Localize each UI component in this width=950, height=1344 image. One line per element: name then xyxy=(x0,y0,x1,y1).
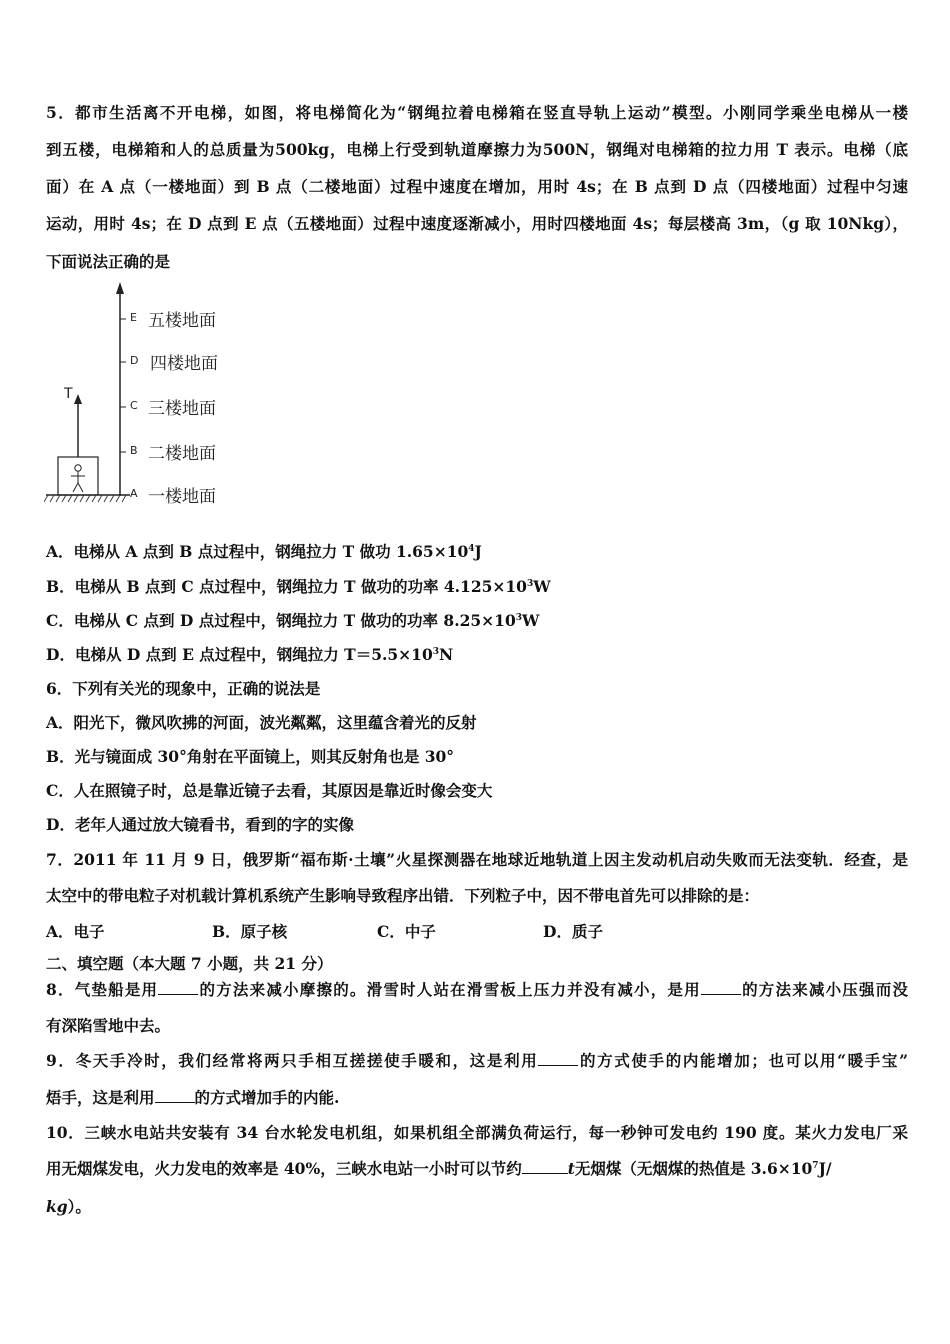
q6-stem: 6．下列有关光的现象中，正确的说法是 xyxy=(46,679,321,698)
force-label-t: T xyxy=(64,386,73,402)
q9-line-2: 焐手，这是利用 的方式增加手的内能. xyxy=(46,1088,340,1107)
floor-letter-b: B xyxy=(130,444,138,457)
q5-line-1: 5．都市生活离不开电梯，如图，将电梯简化为“钢绳拉着电梯箱在竖直导轨上运动”模型。小刚同学乘坐电梯从一楼 xyxy=(46,103,908,122)
q10-line-2: 用无烟煤发电，火力发电的效率是 40%，三峡水电站一小时可以节约 t无烟煤（无烟煤的热值是 $3.6\times 10^7J/$ xyxy=(46,1159,832,1178)
q5-option-b: B．电梯从 B 点到 C 点过程中，钢绳拉力 T 做功的功率 $4.125\times 10^3W$ xyxy=(46,577,551,596)
force-arrow-icon xyxy=(74,394,82,404)
q8-line-1: 8．气垫船是用 的方法来减小摩擦的。滑雪时人站在滑雪板上压力并没有减小，是用 的方法来减小压强而没 xyxy=(46,980,908,999)
q9-line-1: 9．冬天手冷时，我们经常将两只手相互搓搓使手暖和，这是利用 的方式使手的内能增加；也可以用“暖手宝” xyxy=(46,1051,908,1070)
q6-option-a: A．阳光下，微风吹拂的河面，波光粼粼，这里蕴含着光的反射 xyxy=(46,713,477,732)
q10-line-3: kg）。 xyxy=(46,1197,91,1216)
floor-label-b: 二楼地面 xyxy=(148,444,216,464)
q10-blank-1 xyxy=(522,1159,568,1174)
floor-label-e: 五楼地面 xyxy=(148,311,216,331)
q5-option-d: D．电梯从 D 点到 E 点过程中，钢绳拉力 $T=5.5\times 10^3N$ xyxy=(46,645,454,664)
q8-line-2: 有深陷雪地中去。 xyxy=(46,1016,171,1035)
q10-line-1: 10．三峡水电站共安装有 34 台水轮发电机组，如果机组全部满负荷运行，每一秒钟可发电约 190 度。某火力发电厂采 xyxy=(46,1123,908,1142)
floor-letter-a: A xyxy=(130,487,138,500)
q8-blank-2 xyxy=(701,980,741,995)
axis-arrow-icon xyxy=(116,282,124,294)
q5-option-c: C．电梯从 C 点到 D 点过程中，钢绳拉力 T 做功的功率 $8.25\times 10^3W$ xyxy=(46,611,540,630)
q6-option-d: D．老年人通过放大镜看书，看到的字的实像 xyxy=(46,815,354,834)
floor-letter-d: D xyxy=(130,354,139,367)
q7-option-b: B．原子核 xyxy=(212,922,288,941)
q8-blank-1 xyxy=(158,980,198,995)
q5-line-4: 运动，用时 4s；在 D 点到 E 点（五楼地面）过程中速度逐渐减小，用时四楼地面 4s；每层楼高 3m，（g 取 10Nkg）， xyxy=(46,214,908,233)
q5-option-a: A．电梯从 A 点到 B 点过程中，钢绳拉力 T 做功 $1.65\times 10^4J$ xyxy=(46,542,482,561)
q7-option-a: A．电子 xyxy=(46,922,105,941)
q7-option-c: C．中子 xyxy=(377,922,436,941)
q5-line-2: 到五楼，电梯箱和人的总质量为500kg，电梯上行受到轨道摩擦力为500N，钢绳对电梯箱的拉力用 T 表示。电梯（底 xyxy=(46,140,908,159)
q6-option-c: C．人在照镜子时，总是靠近镜子去看，其原因是靠近时像会变大 xyxy=(46,781,493,800)
ground-hatching xyxy=(44,495,126,502)
q7-line-1: 7．2011 年 11 月 9 日，俄罗斯“福布斯·土壤”火星探测器在地球近地轨道上因主发动机启动失败而无法变轨．经查，是 xyxy=(46,850,908,869)
section-heading-fill-in: 二、填空题（本大题 7 小题，共 21 分） xyxy=(46,954,333,973)
floor-label-a: 一楼地面 xyxy=(148,487,216,507)
elevator-figure xyxy=(44,280,284,510)
q5-line-3: 面）在 A 点（一楼地面）到 B 点（二楼地面）过程中速度在增加，用时 4s；在 B 点到 D 点（四楼地面）过程中匀速 xyxy=(46,177,909,196)
q7-option-d: D．质子 xyxy=(543,922,603,941)
floor-letter-c: C xyxy=(130,399,138,412)
q5-line-5: 下面说法正确的是 xyxy=(46,252,171,271)
q9-blank-1 xyxy=(538,1051,578,1066)
floor-letter-e: E xyxy=(130,311,137,324)
person-icon xyxy=(71,465,85,492)
floor-label-d: 四楼地面 xyxy=(150,354,218,374)
q9-blank-2 xyxy=(155,1088,195,1103)
floor-label-c: 三楼地面 xyxy=(148,399,216,419)
q7-line-2: 太空中的带电粒子对机载计算机系统产生影响导致程序出错．下列粒子中，因不带电首先可以排除的是： xyxy=(46,886,760,905)
q6-option-b: B．光与镜面成 30°角射在平面镜上，则其反射角也是 30° xyxy=(46,747,455,766)
